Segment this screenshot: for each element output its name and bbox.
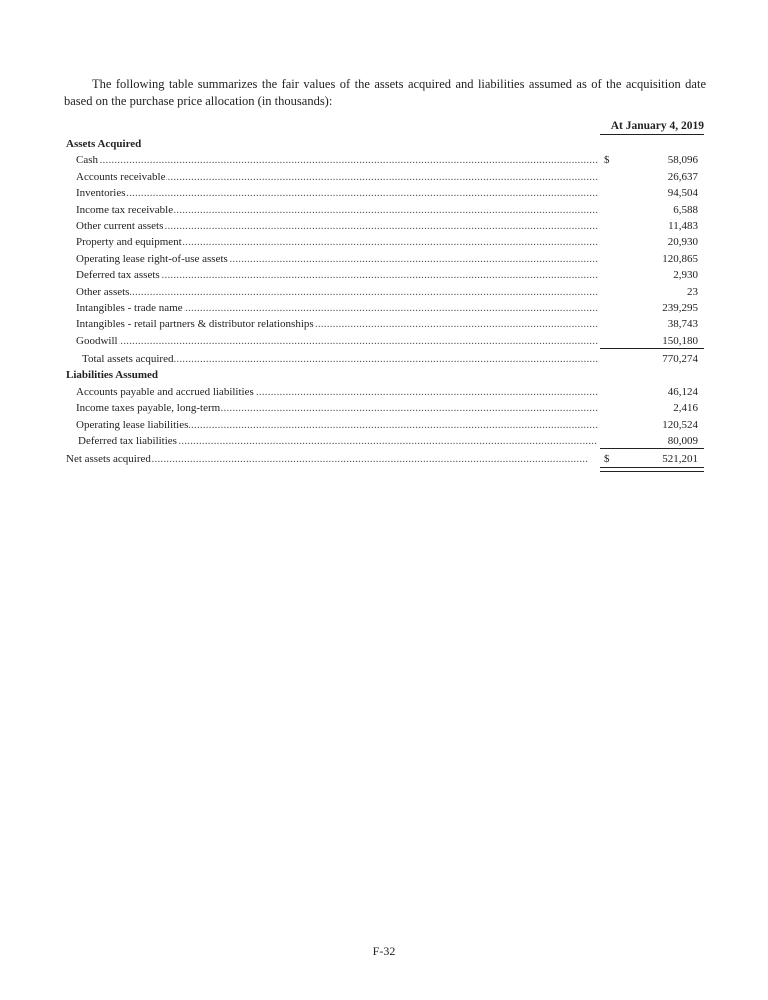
total-assets-row <box>66 351 706 367</box>
table-row <box>66 384 706 400</box>
row-value: 120,865 <box>662 252 698 265</box>
liabilities-section-title: Liabilities Assumed <box>66 369 158 382</box>
row-value: 150,180 <box>662 334 698 347</box>
row-label: Income taxes payable, long-term <box>76 402 221 415</box>
row-label: Other current assets <box>76 219 164 232</box>
table-row <box>66 234 706 250</box>
assets-section-title: Assets Acquired <box>66 138 142 150</box>
currency-symbol: $ <box>604 154 610 167</box>
table-row <box>66 433 706 449</box>
column-header: At January 4, 2019 <box>600 120 704 135</box>
table-row <box>66 316 706 332</box>
table-row <box>66 267 706 283</box>
row-label: Cash <box>76 154 98 167</box>
row-value: 2,416 <box>673 402 698 415</box>
table-row <box>66 284 706 300</box>
row-label: Accounts receivable <box>76 170 166 183</box>
row-label: Other assets <box>76 285 130 298</box>
row-value: 2,930 <box>673 269 698 282</box>
table-row <box>66 152 706 168</box>
row-value: 38,743 <box>667 318 698 331</box>
total-assets-label: Total assets acquired <box>82 353 174 366</box>
row-label: Income tax receivable <box>76 203 174 216</box>
row-label: Goodwill <box>76 334 118 347</box>
row-label: Deferred tax liabilities <box>78 435 177 448</box>
row-value: 58,096 <box>667 154 698 167</box>
fair-value-table <box>66 136 706 468</box>
net-assets-value: 521,201 <box>662 453 698 466</box>
table-row <box>66 218 706 234</box>
row-label: Intangibles - retail partners & distributor relationships <box>76 318 314 331</box>
row-label: Intangibles - trade name <box>76 301 183 314</box>
table-row <box>66 251 706 267</box>
row-label: Operating lease right-of-use assets <box>76 252 228 265</box>
row-label: Inventories <box>76 187 126 200</box>
double-underline <box>600 467 704 472</box>
row-value: 20,930 <box>667 236 698 249</box>
row-value: 46,124 <box>667 385 698 398</box>
subtotal-rule <box>600 448 704 449</box>
row-label: Accounts payable and accrued liabilities <box>76 385 254 398</box>
table-row <box>66 169 706 185</box>
table-row <box>66 300 706 316</box>
row-value: 239,295 <box>662 301 698 314</box>
row-label: Property and equipment <box>76 236 182 249</box>
row-label: Deferred tax assets <box>76 269 160 282</box>
net-assets-label: Net assets acquired <box>66 453 151 466</box>
table-row <box>66 185 706 201</box>
row-value: 80,009 <box>667 435 698 448</box>
row-value: 11,483 <box>668 219 698 232</box>
subtotal-rule <box>600 348 704 349</box>
currency-symbol: $ <box>604 453 610 466</box>
total-assets-value: 770,274 <box>662 353 698 366</box>
net-assets-row <box>66 451 706 467</box>
table-row <box>66 400 706 416</box>
table-row <box>66 417 706 433</box>
row-label: Operating lease liabilities <box>76 418 189 431</box>
row-value: 94,504 <box>667 187 698 200</box>
intro-paragraph: The following table summarizes the fair values of the assets acquired and liabilities assumed as of the acquisition date based on the purchase price allocation (in thousands): <box>64 77 706 108</box>
row-value: 26,637 <box>667 170 698 183</box>
row-value: 23 <box>687 285 698 298</box>
table-row <box>66 333 706 349</box>
row-value: 6,588 <box>673 203 698 216</box>
page-number: F-32 <box>372 944 396 958</box>
row-value: 120,524 <box>662 418 698 431</box>
table-row <box>66 202 706 218</box>
